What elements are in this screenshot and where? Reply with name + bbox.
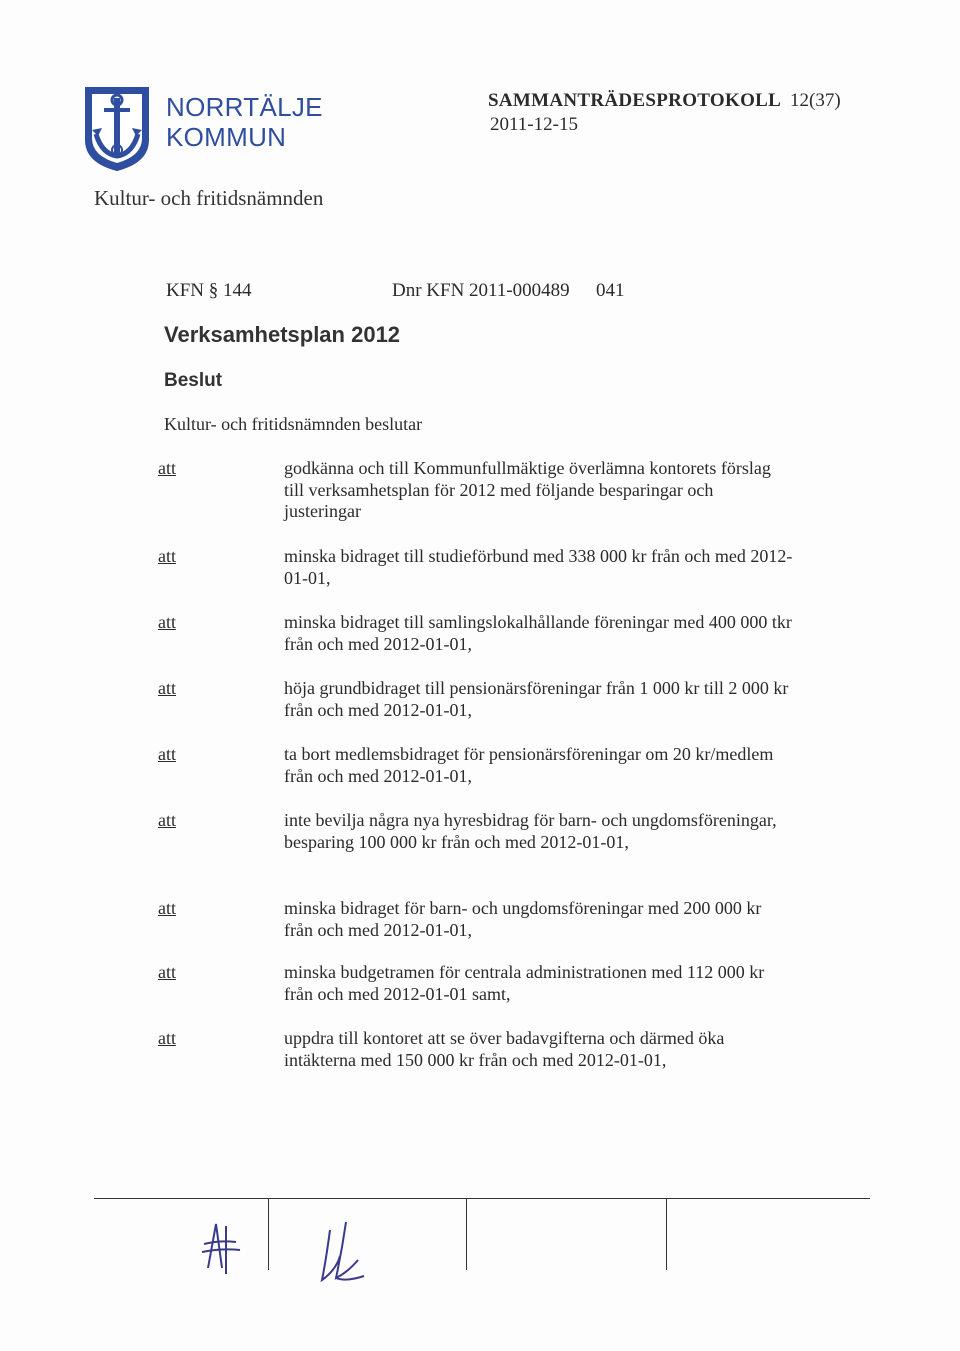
municipality-name-line2: KOMMUN [166, 122, 287, 152]
decision-text: ta bort medlemsbidraget för pensionärsföreningar om 20 kr/medlem från och med 2012-01-01, [284, 744, 774, 786]
att-label: att [158, 744, 176, 764]
att-label: att [158, 458, 176, 478]
protocol-title: SAMMANTRÄDESPROTOKOLL [488, 90, 782, 111]
decision-text: uppdra till kontoret att se över badavgifterna och därmed öka intäkterna med 150 000 kr från och med 2012-01-01, [284, 1028, 725, 1070]
signature-divider [94, 1198, 870, 1199]
decision-text: minska bidraget till studieförbund med 338 000 kr från och med 2012-01-01, [284, 546, 793, 588]
committee-name: Kultur- och fritidsnämnden [94, 186, 324, 210]
municipality-crest-logo [82, 84, 152, 172]
att-label: att [158, 1028, 176, 1048]
decision-text: godkänna och till Kommunfullmäktige överlämna kontorets förslag till verksamhetsplan för 2012 med följande besparingar och justeringar [284, 458, 771, 521]
signature-separator [268, 1198, 269, 1270]
diary-number: Dnr KFN 2011-000489 [392, 280, 570, 301]
handwritten-initials [312, 1220, 368, 1286]
decision-text: minska budgetramen för centrala administrationen med 112 000 kr från och med 2012-01-01 samt, [284, 962, 765, 1004]
document-title: Verksamhetsplan 2012 [164, 322, 401, 347]
att-label: att [158, 962, 176, 982]
decision-text: inte bevilja några nya hyresbidrag för barn- och ungdomsföreningar, besparing 100 000 kr från och med 2012-01-01, [284, 810, 777, 852]
att-label: att [158, 810, 176, 830]
decision-heading: Beslut [164, 370, 223, 391]
signature-separator [666, 1198, 667, 1270]
att-label: att [158, 898, 176, 918]
page-number: 12(37) [790, 90, 841, 111]
decision-intro: Kultur- och fritidsnämnden beslutar [164, 414, 423, 434]
decision-text: minska bidraget till samlingslokalhållande föreningar med 400 000 tkr från och med 2012-01-01, [284, 612, 792, 654]
municipality-name-line1: NORRTÄLJE [166, 92, 323, 122]
decision-text: minska bidraget för barn- och ungdomsföreningar med 200 000 kr från och med 2012-01-01, [284, 898, 762, 940]
att-label: att [158, 612, 176, 632]
att-label: att [158, 546, 176, 566]
classification-code: 041 [596, 280, 625, 301]
meeting-date: 2011-12-15 [490, 114, 578, 135]
signature-separator [466, 1198, 467, 1270]
decision-text: höja grundbidraget till pensionärsföreningar från 1 000 kr till 2 000 kr från och med 2012-01-01, [284, 678, 789, 720]
handwritten-initials [196, 1218, 246, 1278]
paragraph-reference: KFN § 144 [166, 280, 252, 301]
att-label: att [158, 678, 176, 698]
